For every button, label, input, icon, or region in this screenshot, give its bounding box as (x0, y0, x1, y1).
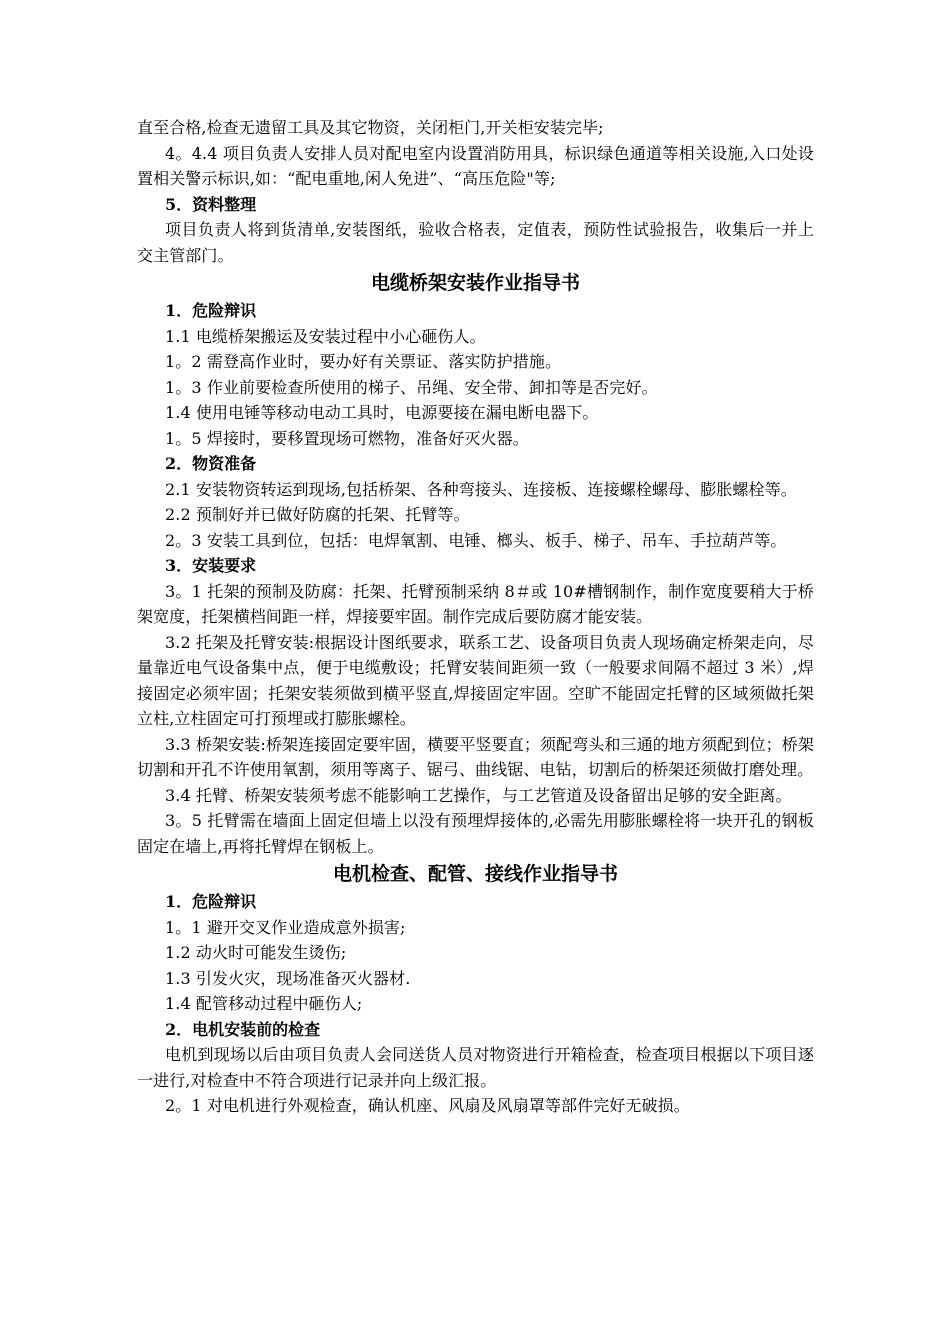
paragraph: 2。3 安装工具到位，包括：电焊氧割、电锤、榔头、板手、梯子、吊车、手拉葫芦等。 (165, 530, 787, 550)
paragraph: 3.4 托臂、桥架安装须考虑不能影响工艺操作，与工艺管道及设备留出足够的安全距离。 (165, 785, 792, 805)
section-heading: 2．物资准备 (165, 454, 257, 473)
paragraph: 直至合格,检查无遗留工具及其它物资，关闭柜门,开关柜安装完毕; (137, 118, 604, 137)
paragraph: 1.4 使用电锤等移动电动工具时，电源要接在漏电断电器下。 (165, 403, 599, 422)
paragraph: 3.3 桥架安装:桥架连接固定要牢固，横要平竖要直；须配弯头和三通的地方须配到位；桥架切割和开孔不许使用氧割，须用等离子、锯弓、曲线锯、电钻，切割后的桥架还须做打磨处理。 (137, 734, 814, 779)
document-title: 电机检查、配管、接线作业指导书 (332, 863, 618, 885)
paragraph: 2.1 安装物资转运到现场,包括桥架、各种弯接头、连接板、连接螺栓螺母、膨胀螺栓等。 (165, 479, 797, 499)
paragraph: 1.4 配管移动过程中砸伤人; (165, 994, 363, 1013)
paragraph: 1。3 作业前要检查所使用的梯子、吊绳、安全带、卸扣等是否完好。 (165, 377, 658, 397)
paragraph: 2.2 预制好并已做好防腐的托架、托臂等。 (165, 505, 470, 524)
paragraph: 4。4.4 项目负责人安排人员对配电室内设置消防用具，标识绿色通道等相关设施,入口处设置相关警示标识,如：“配电重地,闲人免进”、“高压危险"等; (137, 143, 814, 188)
section-heading: 5．资料整理 (165, 194, 257, 214)
section-heading: 2．电机安装前的检查 (165, 1019, 321, 1039)
paragraph: 1.3 引发火灾，现场准备灭火器材. (165, 968, 411, 988)
paragraph: 3。1 托架的预制及防腐：托架、托臂预制采纳 8＃或 10#槽钢制作，制作宽度要稍大于桥架宽度，托架横档间距一样，焊接要牢固。制作完成后要防腐才能安装。 (137, 581, 814, 626)
paragraph: 2。1 对电机进行外观检查，确认机座、风扇及风扇罩等部件完好无破损。 (165, 1096, 690, 1115)
paragraph: 3.2 托架及托臂安装:根据设计图纸要求，联系工艺、设备项目负责人现场确定桥架走向，尽量靠近电气设备集中点，便于电缆敷设；托臂安装间距须一致（一般要求间隔不超过 3 米）,焊接固定必须牢固；托架安装须做到横平竖直,焊接固定牢固。空旷不能固定托臂的区域须做托架立柱,立柱固定可打预埋或打膨胀螺栓。 (137, 632, 814, 728)
section-heading: 1．危险辩识 (165, 301, 257, 320)
section-heading: 3．安装要求 (165, 556, 257, 575)
paragraph: 1。2 需登高作业时，要办好有关票证、落实防护措施。 (165, 352, 562, 371)
document-title: 电缆桥架安装作业指导书 (370, 272, 580, 294)
paragraph: 1.2 动火时可能发生烫伤; (165, 943, 347, 962)
paragraph: 1。1 避开交叉作业造成意外损害; (165, 917, 406, 937)
paragraph: 3。5 托臂需在墙面上固定但墙上以没有预埋焊接体的,必需先用膨胀螺栓将一块开孔的钢板固定在墙上,再将托臂焊在钢板上。 (137, 811, 814, 856)
paragraph: 项目负责人将到货清单,安装图纸，验收合格表，定值表，预防性试验报告，收集后一并上交主管部门。 (137, 220, 814, 265)
paragraph: 电机到现场以后由项目负责人会同送货人员对物资进行开箱检查，检查项目根据以下项目逐一进行,对检查中不符合项进行记录并向上级汇报。 (137, 1045, 814, 1090)
paragraph: 1.1 电缆桥架搬运及安装过程中小心砸伤人。 (165, 326, 486, 346)
section-heading: 1．危险辩识 (165, 892, 257, 911)
paragraph: 1。5 焊接时，要移置现场可燃物，准备好灭火器。 (165, 428, 529, 448)
